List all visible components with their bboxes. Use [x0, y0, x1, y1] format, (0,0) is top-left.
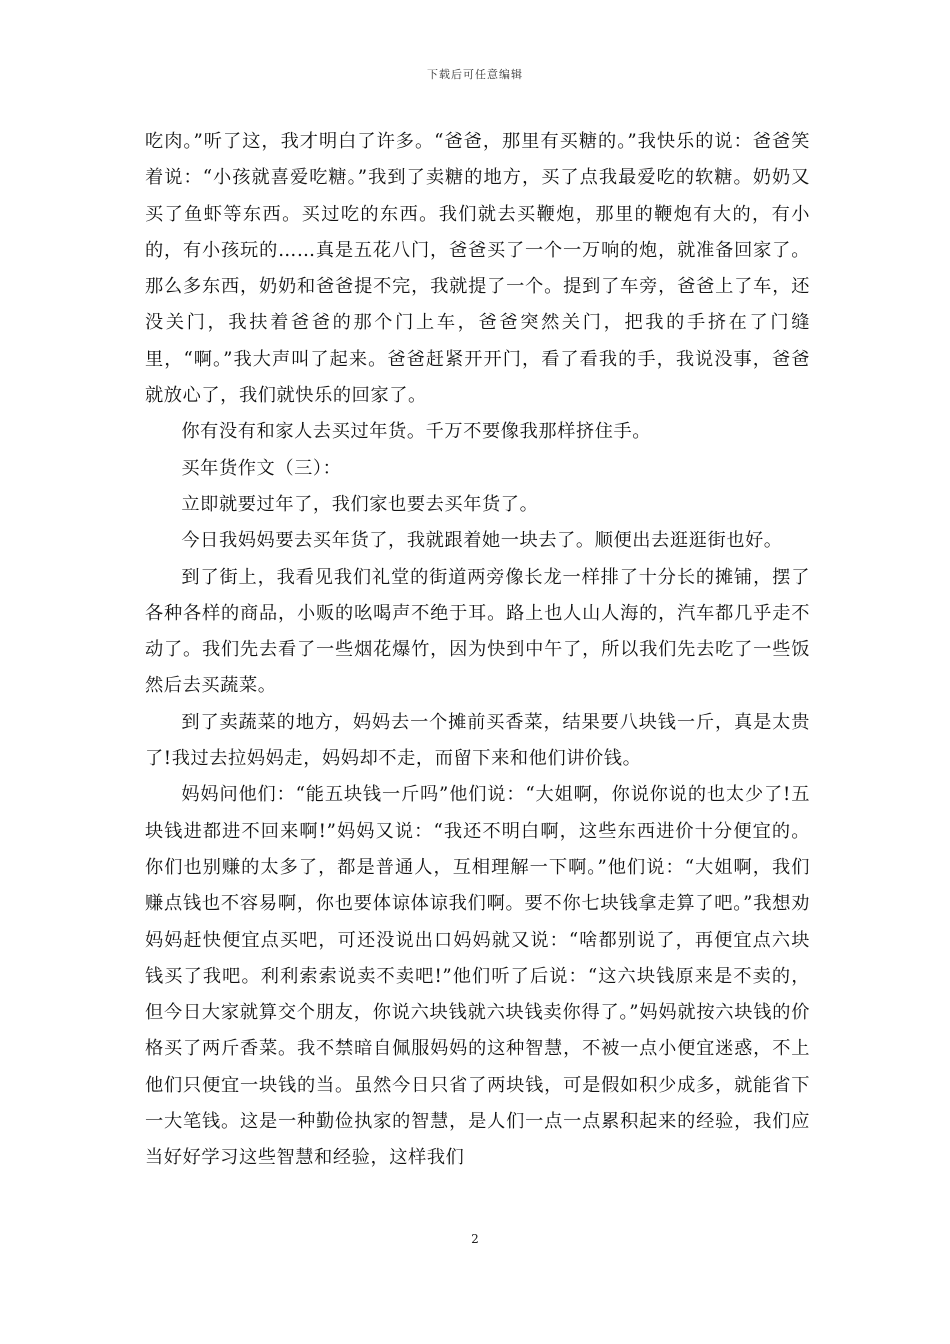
page-number: 2: [471, 1232, 479, 1246]
paragraph: 吃肉。”听了这，我才明白了许多。“爸爸，那里有买糖的。”我快乐的说：爸爸笑着说：“小孩就喜爱吃糖。”我到了卖糖的地方，买了点我最爱吃的软糖。奶奶又买了鱼虾等东西。买过吃的东西。我们就去买鞭炮，那里的鞭炮有大的，有小的，有小孩玩的……真是五花八门，爸爸买了一个一万响的炮，就准备回家了。那么多东西，奶奶和爸爸提不完，我就提了一个。提到了车旁，爸爸上了车，还没关门，我扶着爸爸的那个门上车，爸爸突然关门，把我的手挤在了门缝里，“啊。”我大声叫了起来。爸爸赶紧开开门，看了看我的手，我说没事，爸爸就放心了，我们就快乐的回家了。: [145, 131, 810, 407]
page-header: 下载后可任意编辑: [427, 68, 523, 81]
paragraph: 你有没有和家人去买过年货。千万不要像我那样挤住手。: [181, 421, 652, 443]
document-body: [145, 124, 810, 1177]
paragraph: 到了街上，我看见我们礼堂的街道两旁像长龙一样排了十分长的摊铺，摆了各种各样的商品，小贩的吆喝声不绝于耳。路上也人山人海的，汽车都几乎走不动了。我们先去看了一些烟花爆竹，因为快到中午了，所以我们先去吃了一些饭然后去买蔬菜。: [145, 566, 810, 697]
paragraph: 今日我妈妈要去买年货了，我就跟着她一块去了。顺便出去逛逛街也好。: [181, 530, 783, 552]
paragraph: 妈妈问他们：“能五块钱一斤吗”他们说：“大姐啊，你说你说的也太少了!五块钱进都进不回来啊!”妈妈又说：“我还不明白啊，这些东西进价十分便宜的。你们也别赚的太多了，都是普通人，互相理解一下啊。”他们说：“大姐啊，我们赚点钱也不容易啊，你也要体谅体谅我们啊。要不你七块钱拿走算了吧。”我想劝妈妈赶快便宜点买吧，可还没说出口妈妈就又说：“啥都别说了，再便宜点六块钱买了我吧。利利索索说卖不卖吧!”他们听了后说：“这六块钱原来是不卖的，但今日大家就算交个朋友，你说六块钱就六块钱卖你得了。”妈妈就按六块钱的价格买了两斤香菜。我不禁暗自佩服妈妈的这种智慧，不被一点小便宜迷惑，不上他们只便宜一块钱的当。虽然今日只省了两块钱，可是假如积少成多，就能省下一大笔钱。这是一种勤俭执家的智慧，是人们一点一点累积起来的经验，我们应当好好学习这些智慧和经验，这样我们: [145, 784, 810, 1169]
paragraph: 立即就要过年了，我们家也要去买年货了。: [181, 493, 539, 515]
section-heading: 买年货作文（三）：: [181, 457, 342, 479]
paragraph: 到了卖蔬菜的地方，妈妈去一个摊前买香菜，结果要八块钱一斤，真是太贵了!我过去拉妈妈走，妈妈却不走，而留下来和他们讲价钱。: [145, 711, 810, 770]
